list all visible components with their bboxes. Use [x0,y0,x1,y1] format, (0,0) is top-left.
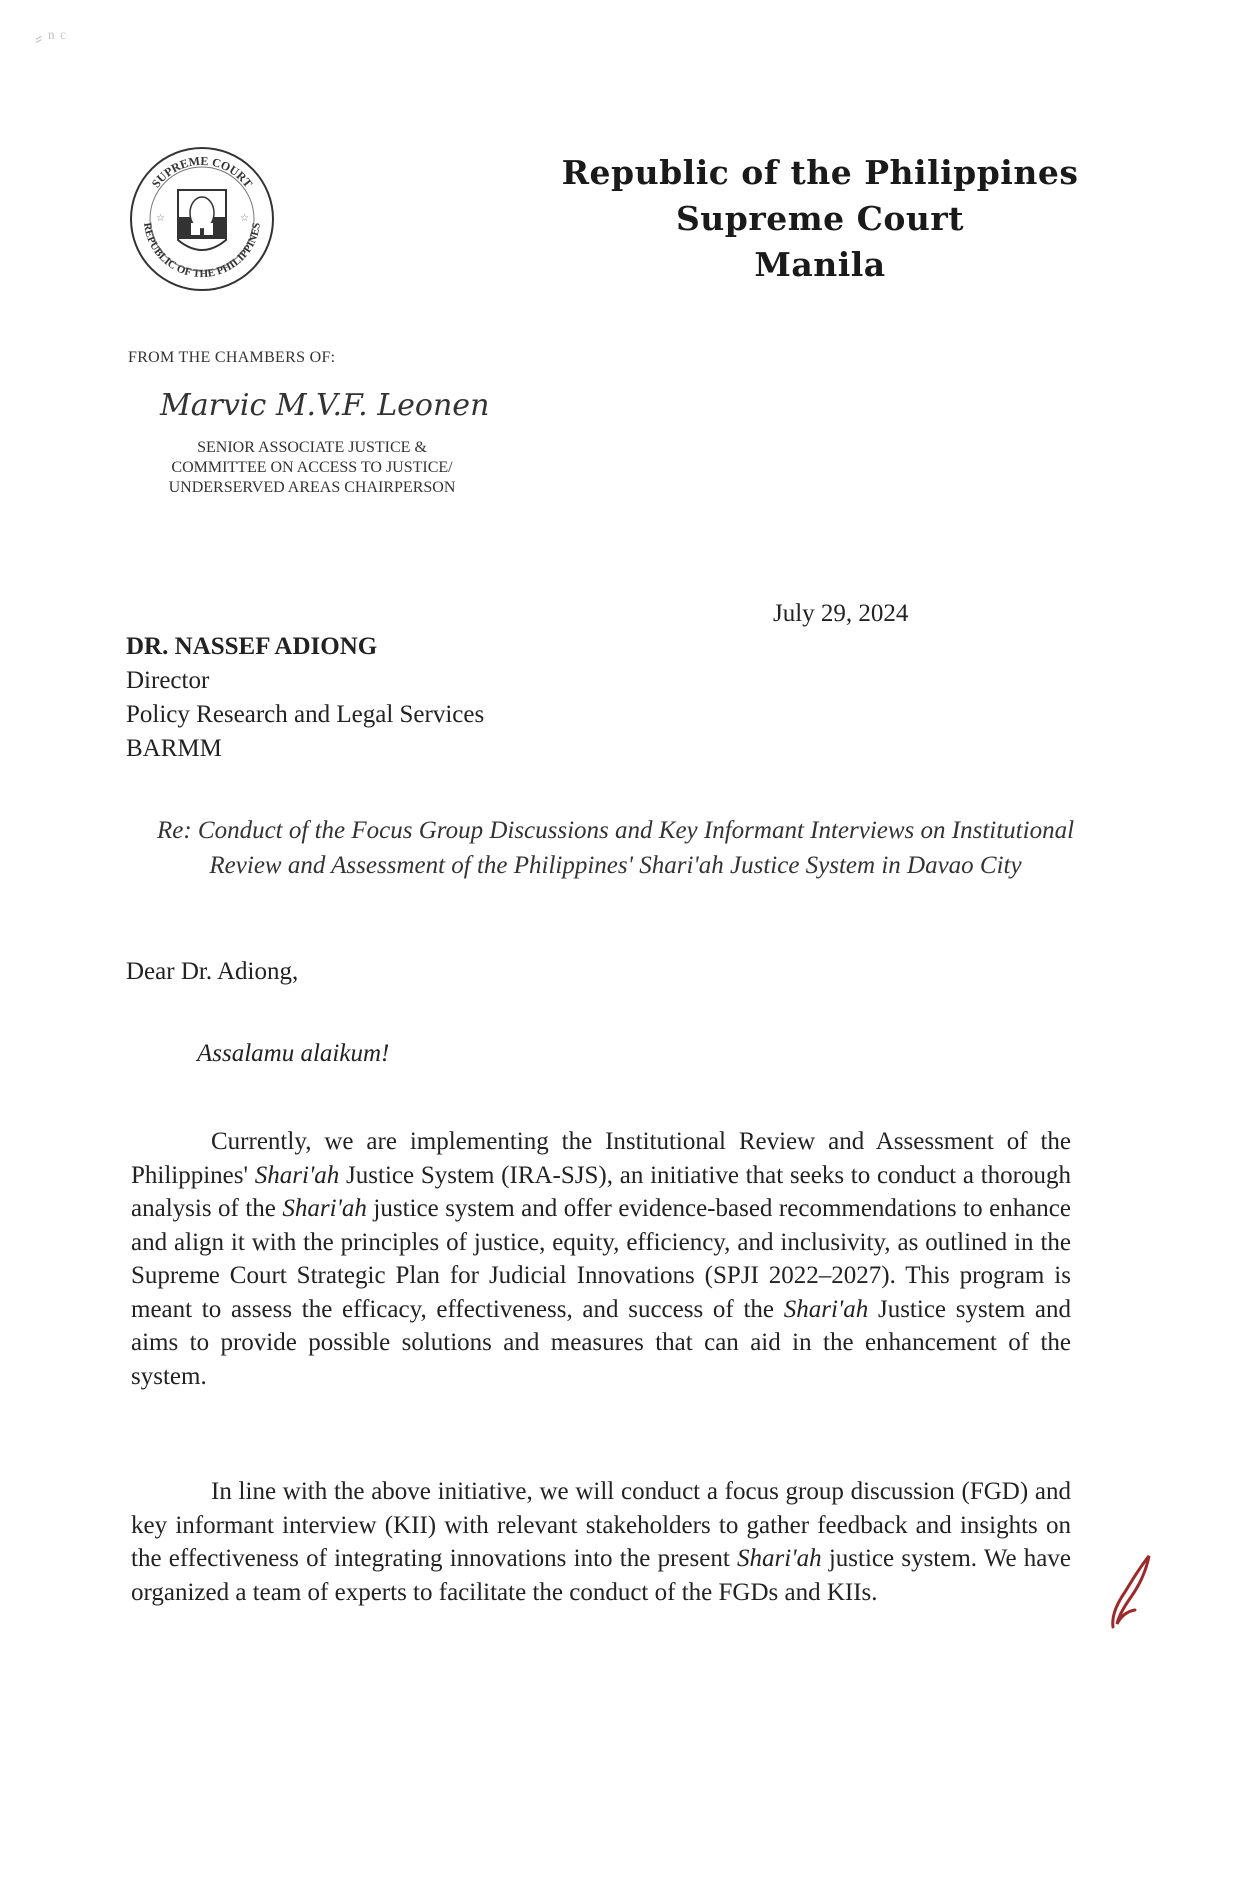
justice-title-line: SENIOR ASSOCIATE JUSTICE & [197,439,427,456]
svg-text:SUPREME COURT: SUPREME COURT [148,153,256,191]
body-paragraph-2: In line with the above initiative, we will conduct a focus group discussion (FGD) and key informant interview (KII) with relevant stakeholders to gather feedback and insights on the effectiveness of integrating innovations into the present Shari'ah justice system. We have organized a team of experts to facilitate the conduct of the FGDs and KIIs. [131,1478,1071,1606]
handwritten-initial-mark-icon [1105,1552,1155,1632]
recipient-position: Director [126,667,210,694]
recipient-office: Policy Research and Legal Services [126,701,485,728]
chambers-label: FROM THE CHAMBERS OF: [128,349,336,366]
recipient-block [126,630,484,766]
scan-smudge: ⸗ ⁿ ᶜ [35,25,66,50]
letterhead-court: Supreme Court [675,199,965,238]
subject-line: Re: Conduct of the Focus Group Discussions and Key Informant Interviews on Institutional Review and Assessment of the Philippines' Shari'ah Justice System in Davao City [156,817,1075,879]
justice-name: Marvic M.V.F. Leonen [160,388,490,423]
letterhead-republic: Republic of the Philippines [561,153,1079,192]
supreme-court-seal-icon [128,145,276,293]
justice-title [142,438,482,498]
svg-text:REPUBLIC OF THE PHILIPPINES: REPUBLIC OF THE PHILIPPINES [141,221,263,281]
recipient-organization: BARMM [126,735,222,762]
letter-date: July 29, 2024 [773,600,909,627]
body-paragraph-1: Currently, we are implementing the Institutional Review and Assessment of the Philippines' Shari'ah Justice System (IRA-SJS), an initiative that seeks to conduct a thorough analysis of the Shari'ah justice system and offer evidence-based recommendations to enhance and align it with the principles of justice, equity, efficiency, and inclusivity, as outlined in the Supreme Court Strategic Plan for Judicial Innovations (SPJI 2022–2027). This program is meant to assess the efficacy, effectiveness, and success of the Shari'ah Justice system and aims to provide possible solutions and measures that can aid in the enhancement of the system. [131,1128,1071,1390]
svg-text:☆: ☆ [240,213,249,224]
svg-text:☆: ☆ [156,213,165,224]
recipient-name: DR. NASSEF ADIONG [126,633,378,660]
letterhead-city: Manila [754,245,886,284]
justice-title-line: COMMITTEE ON ACCESS TO JUSTICE/ [171,459,453,476]
letterhead [560,150,1080,288]
greeting: Assalamu alaikum! [197,1040,390,1067]
justice-title-line: UNDERSERVED AREAS CHAIRPERSON [168,479,456,496]
salutation: Dear Dr. Adiong, [126,958,299,985]
